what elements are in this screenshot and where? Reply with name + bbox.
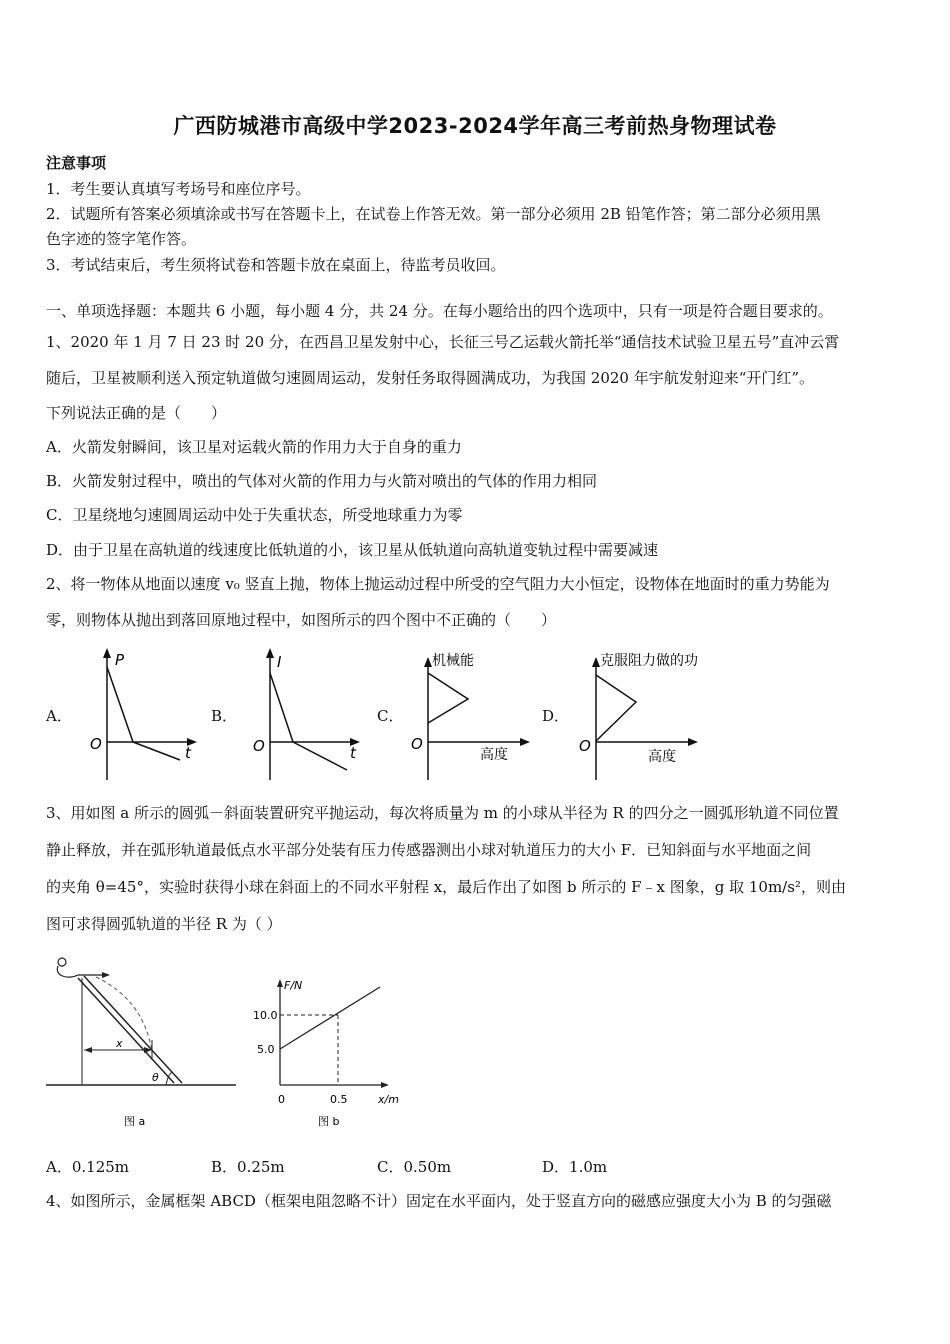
q2-label-d: D．	[542, 707, 570, 725]
q1-stem: 随后，卫星被顺利送入预定轨道做匀速圆周运动，发射任务取得圆满成功，为我国 2020 年宇航发射迎来“开门红”。	[46, 369, 815, 387]
graph-a-origin: O	[90, 735, 102, 753]
q2-label-c: C．	[377, 707, 404, 725]
q3-option-a: A．0.125m	[46, 1158, 129, 1176]
graph-d-xlabel: 高度	[648, 749, 676, 765]
notice-item: 3．考试结束后，考生须将试卷和答题卡放在桌面上，待监考员收回。	[46, 256, 506, 274]
graph-d-origin: O	[579, 737, 591, 755]
fig-b-y-tick: 5.0	[257, 1043, 275, 1056]
notice-item: 1．考生要认真填写考场号和座位序号。	[46, 180, 311, 198]
q2-stem: 2、将一物体从地面以速度 v₀ 竖直上抛，物体上抛运动过程中所受的空气阻力大小恒定，设物体在地面时的重力势能为	[46, 575, 830, 593]
notice-heading: 注意事项	[46, 154, 107, 172]
q3-stem: 的夹角 θ=45°，实验时获得小球在斜面上的不同水平射程 x，最后作出了如图 b 所示的 F﹣x 图象，g 取 10m/s²，则由	[46, 878, 846, 896]
q2-stem: 零，则物体从抛出到落回原地过程中，如图所示的四个图中不正确的（ ）	[46, 611, 557, 629]
q2-label-a: A．	[46, 707, 72, 725]
q3-option-b: B．0.25m	[211, 1158, 285, 1176]
notice-item: 色字迹的签字笔作答。	[46, 230, 197, 248]
graph-c-origin: O	[411, 735, 423, 753]
q1-stem: 下列说法正确的是（ ）	[46, 404, 227, 422]
exam-title: 广西防城港市高级中学2023-2024学年高三考前热身物理试卷	[173, 114, 777, 138]
graph-a-ylabel: P	[115, 651, 125, 669]
graph-b-origin: O	[253, 737, 265, 755]
section-heading: 一、单项选择题：本题共 6 小题，每小题 4 分，共 24 分。在每小题给出的四个选项中，只有一项是符合题目要求的。	[46, 302, 833, 320]
fig-b-x-tick: 0	[278, 1093, 285, 1106]
q4-stem: 4、如图所示，金属框架 ABCD（框架电阻忽略不计）固定在水平面内，处于竖直方向的磁感应强度大小为 B 的匀强磁	[46, 1192, 832, 1210]
fig-b-x-tick: 0.5	[330, 1093, 348, 1106]
q1-option-a: A．火箭发射瞬间，该卫星对运载火箭的作用力大于自身的重力	[46, 438, 462, 456]
q3-stem: 3、用如图 a 所示的圆弧－斜面装置研究平抛运动，每次将质量为 m 的小球从半径为 R 的四分之一圆弧形轨道不同位置	[46, 804, 839, 822]
graph-a-xlabel: t	[185, 744, 191, 762]
q2-graph-a	[85, 645, 205, 785]
fig-b-caption: 图 b	[318, 1115, 340, 1128]
fig-a-angle-label: θ	[152, 1071, 159, 1084]
graph-c-xlabel: 高度	[480, 747, 508, 763]
q3-stem: 静止释放，并在弧形轨道最低点水平部分处装有压力传感器测出小球对轨道压力的大小 F．已知斜面与水平地面之间	[46, 841, 812, 859]
fig-a-caption: 图 a	[124, 1115, 146, 1128]
graph-b-ylabel: I	[277, 653, 282, 671]
q3-stem: 图可求得圆弧轨道的半径 R 为（ ）	[46, 915, 282, 933]
q2-label-b: B．	[211, 707, 238, 725]
q3-figure-a	[44, 950, 244, 1135]
q3-option-d: D．1.0m	[542, 1158, 608, 1176]
q3-option-c: C．0.50m	[377, 1158, 452, 1176]
graph-b-xlabel: t	[350, 744, 356, 762]
q3-figure-b	[240, 975, 410, 1135]
q1-option-b: B．火箭发射过程中，喷出的气体对火箭的作用力与火箭对喷出的气体的作用力相同	[46, 472, 598, 490]
fig-b-y-axis-label: F/N	[284, 979, 303, 992]
fig-b-y-tick: 10.0	[253, 1009, 278, 1022]
q1-option-d: D．由于卫星在高轨道的线速度比低轨道的小，该卫星从低轨道向高轨道变轨过程中需要减速	[46, 541, 659, 559]
graph-c-ylabel: 机械能	[432, 653, 474, 669]
q1-stem: 1、2020 年 1 月 7 日 23 时 20 分，在西昌卫星发射中心，长征三号乙运载火箭托举“通信技术试验卫星五号”直冲云霄	[46, 333, 840, 351]
q2-graph-b	[250, 645, 370, 785]
q2-graph-d	[576, 645, 736, 785]
q1-option-c: C．卫星绕地匀速圆周运动中处于失重状态，所受地球重力为零	[46, 506, 463, 524]
fig-a-x-label: x	[116, 1037, 123, 1050]
fig-b-x-axis-label: x/m	[378, 1093, 399, 1106]
graph-d-ylabel: 克服阻力做的功	[600, 653, 698, 669]
notice-item: 2．试题所有答案必须填涂或书写在答题卡上，在试卷上作答无效。第一部分必须用 2B 铅笔作答；第二部分必须用黑	[46, 205, 821, 223]
q2-graph-c	[408, 645, 538, 785]
